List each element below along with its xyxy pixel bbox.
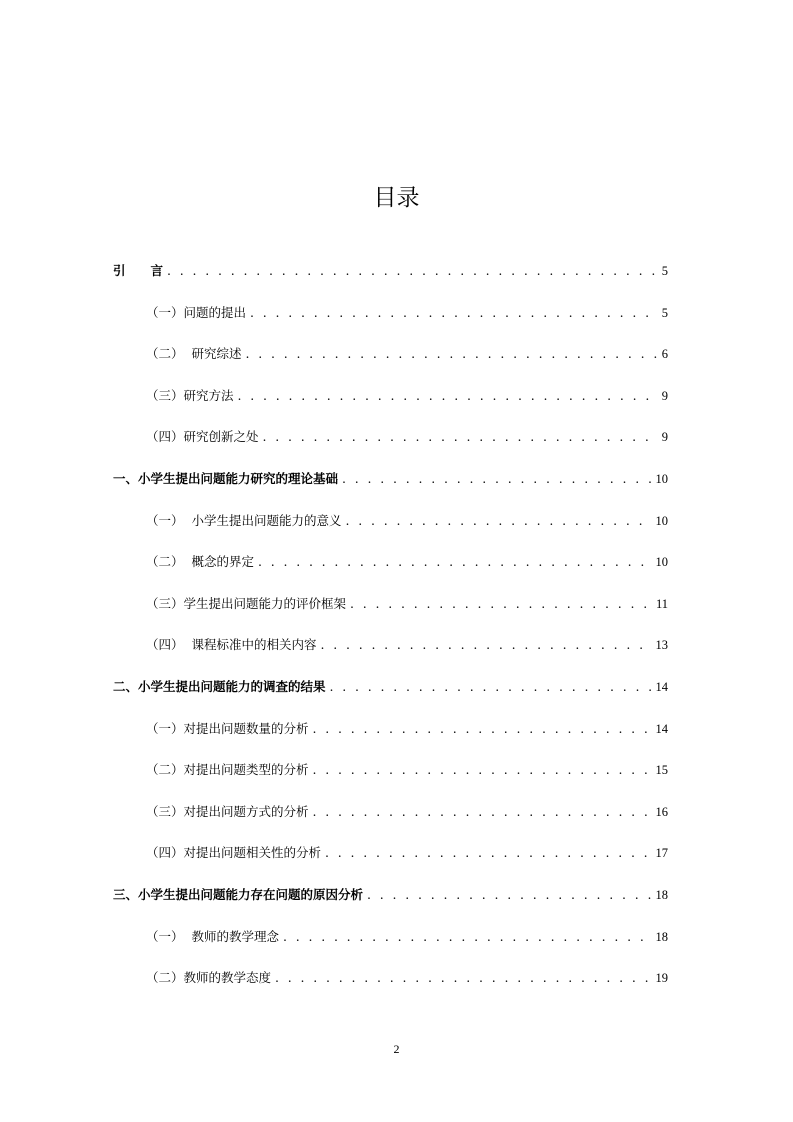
page-number: 2 [393,1042,400,1056]
toc-dot-leader [342,467,651,491]
toc-section-entry[interactable] [113,301,668,325]
toc-section-entry[interactable] [113,592,668,616]
toc-dot-leader [263,425,658,449]
toc-section-entry[interactable] [113,633,668,657]
toc-entry-page: 14 [655,721,668,736]
toc-entry-label: 二、小学生提出问题能力的调查的结果 [113,679,326,694]
toc-entry-page: 15 [655,763,668,778]
toc-entry-label: （四） 课程标准中的相关内容 [146,637,317,653]
toc-section-entry[interactable] [113,425,668,449]
toc-dot-leader [345,509,651,533]
toc-entry-page: 6 [661,347,668,362]
toc-chapter-entry[interactable] [113,259,668,283]
toc-entry-label: （二） 概念的界定 [146,554,254,570]
toc-entry-label: （四）对提出问题相关性的分析 [146,845,322,861]
toc-entry-page: 14 [655,680,668,694]
toc-entry-page: 16 [655,804,668,819]
toc-section-entry[interactable] [113,550,668,574]
toc-section-entry[interactable] [113,841,668,865]
toc-dot-leader [238,384,658,408]
toc-dot-leader [313,758,652,782]
toc-dot-leader [283,925,652,949]
toc-entry-label: 引 言 [113,263,164,278]
toc-entry-page: 19 [655,971,668,986]
toc-entry-page: 18 [655,888,668,902]
toc-entry-label: （一） 教师的教学理念 [146,928,279,944]
toc-section-entry[interactable] [113,966,668,990]
toc-section-entry[interactable] [113,925,668,949]
toc-chapter-entry[interactable] [113,467,668,491]
toc-dot-leader [245,342,657,366]
toc-entry-label: （三）对提出问题方式的分析 [146,803,309,819]
toc-section-entry[interactable] [113,800,668,824]
toc-entry-page: 18 [655,929,668,944]
toc-entry-label: （一） 小学生提出问题能力的意义 [146,512,342,528]
toc-section-entry[interactable] [113,509,668,533]
toc-entry-page: 5 [661,264,668,278]
toc-section-entry[interactable] [113,384,668,408]
toc-entry-label: （一）问题的提出 [146,304,247,320]
toc-dot-leader [250,301,658,325]
toc-entry-page: 10 [655,472,668,486]
toc-entry-label: （三）学生提出问题能力的评价框架 [146,595,347,611]
toc-section-entry[interactable] [113,758,668,782]
toc-title: 目录 [373,185,420,211]
toc-dot-leader [367,883,651,907]
toc-entry-label: （二）对提出问题类型的分析 [146,762,309,778]
toc-chapter-entry[interactable] [113,675,668,699]
toc-entry-page: 9 [661,388,668,403]
toc-section-entry[interactable] [113,342,668,366]
toc-entry-page: 10 [655,513,668,528]
toc-entry-page: 13 [655,638,668,653]
toc-entry-label: 一、小学生提出问题能力研究的理论基础 [113,471,339,486]
toc-entry-label: 三、小学生提出问题能力存在问题的原因分析 [113,887,364,902]
toc-entry-page: 17 [655,846,668,861]
toc-entry-label: （四）研究创新之处 [146,429,259,445]
toc-entry-label: （三）研究方法 [146,387,234,403]
toc-entry-label: （二） 研究综述 [146,346,242,362]
toc-dot-leader [258,550,652,574]
toc-entry-page: 10 [655,555,668,570]
toc-dot-leader [320,633,651,657]
toc-dot-leader [325,841,651,865]
toc-entry-page: 11 [655,596,668,611]
toc-chapter-entry[interactable] [113,883,668,907]
toc-dot-leader [350,592,652,616]
toc-dot-leader [313,800,652,824]
toc-entry-page: 5 [661,305,668,320]
toc-dot-leader [275,966,651,990]
toc-entry-page: 9 [661,430,668,445]
toc-dot-leader [330,675,652,699]
toc-section-entry[interactable] [113,717,668,741]
toc-entry-label: （二）教师的教学态度 [146,970,272,986]
toc-entry-label: （一）对提出问题数量的分析 [146,720,309,736]
toc-dot-leader [313,717,652,741]
toc-dot-leader [167,259,658,283]
